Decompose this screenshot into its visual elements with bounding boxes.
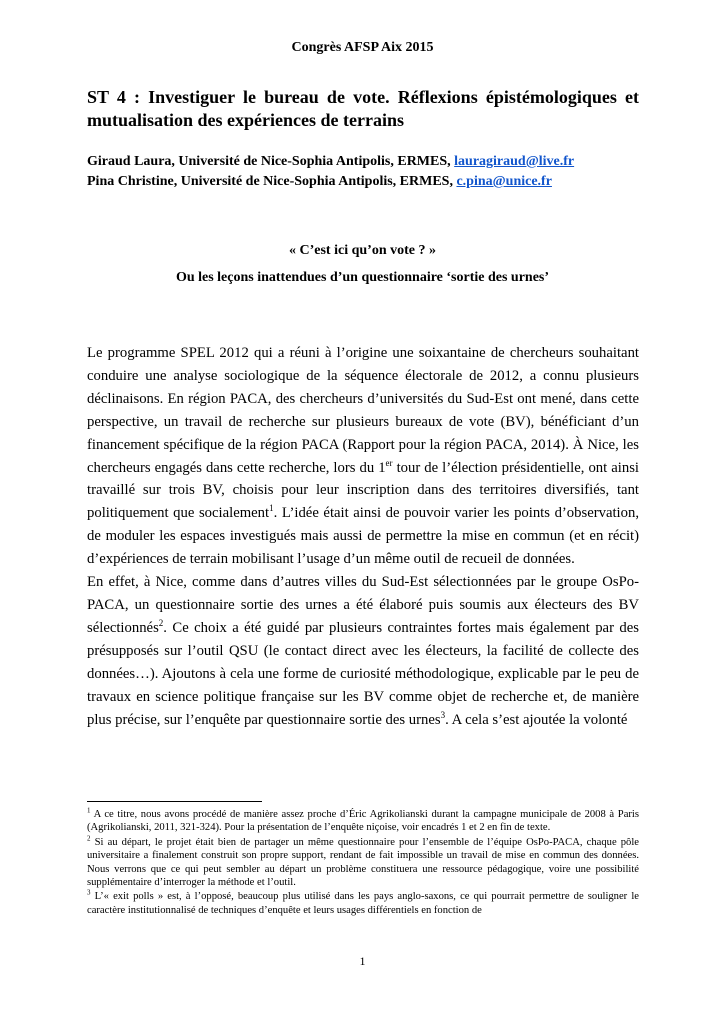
- text-run: . A cela s’est ajoutée la volonté: [445, 711, 628, 728]
- text-run: . Ce choix a été guidé par plusieurs contraintes fortes mais également par des présupposés sur l’outil QSU (le contact direct avec les électeurs, la facilité de collecte des données…). Ajoutons à cela une forme de curiosité méthodologique, explicable par le peu de travaux en science politique française sur les BV comme objet de recherche et, de manière plus précise, sur l’enquête par questionnaire sortie des urnes: [87, 619, 639, 728]
- paragraph: [87, 571, 639, 731]
- page-number: 1: [359, 954, 366, 968]
- footnote: [87, 890, 639, 917]
- author-line: [87, 152, 647, 172]
- footnote-text: Si au départ, le projet était bien de partager un même questionnaire pour l’ensemble de l’équipe OsPo-PACA, chaque pôle universitaire a finalement construit son propre support, rendant de fait impossible un travail de mise en commun des données. Nous verrons que ce qui peut sembler au départ un problème constituera une ressource pédagogique, voire une possibilité supplémentaire d’interroger la méthode et l’outil.: [87, 836, 639, 889]
- footnote-number: 1: [87, 806, 91, 815]
- session-title: ST 4 : Investiguer le bureau de vote. Réflexions épistémologiques et mutualisation des expériences de terrains: [87, 87, 639, 130]
- body-text: [87, 342, 639, 731]
- author-line: [87, 172, 647, 192]
- text-run: . L’idée était ainsi de pouvoir varier les points d’observation, de moduler les espaces investigués mais aussi de permettre la mise en commun (et en récit) d’expériences de terrain mobilisant l’usage d’un même outil de recueil de données.: [87, 505, 639, 568]
- footnote-ref[interactable]: 3: [440, 709, 446, 720]
- superscript: er: [385, 457, 393, 468]
- footnote-ref[interactable]: 1: [269, 503, 274, 514]
- author-list: [87, 152, 647, 192]
- footnote-number: 3: [87, 888, 91, 897]
- author-affiliation: Pina Christine, Université de Nice-Sophia Antipolis, ERMES,: [87, 174, 457, 189]
- paper-title: « C’est ici qu’on vote ? »: [289, 243, 436, 258]
- author-email-link[interactable]: c.pina@unice.fr: [456, 174, 552, 189]
- paper-subtitle: Ou les leçons inattendues d’un questionnaire ‘sortie des urnes’: [175, 270, 550, 285]
- footnote-ref[interactable]: 2: [158, 617, 164, 628]
- conference-header: Congrès AFSP Aix 2015: [291, 40, 434, 55]
- author-email-link[interactable]: lauragiraud@live.fr: [454, 154, 575, 169]
- footnote-divider: [87, 801, 262, 802]
- footnote: [87, 836, 639, 890]
- paragraph: [87, 342, 639, 571]
- text-run: tour de l’élection présidentielle, ont ainsi travaillé sur trois BV, choisis pour leur inscription dans des territoires diversifiés, tant politiquement que socialement: [87, 459, 639, 522]
- footnote-text: L’« exit polls » est, à l’opposé, beaucoup plus utilisé dans les pays anglo-saxons, ce qui pourrait permettre de souligner le caractère institutionnalisé de techniques d’enquête et leurs usages différentiels en fonction de: [87, 891, 639, 916]
- footnote-number: 2: [87, 834, 91, 843]
- footnotes: [87, 808, 639, 918]
- author-affiliation: Giraud Laura, Université de Nice-Sophia Antipolis, ERMES,: [87, 154, 455, 169]
- footnote: [87, 808, 639, 835]
- text-run: Le programme SPEL 2012 qui a réuni à l’origine une soixantaine de chercheurs souhaitant conduire une analyse sociologique de la séquence électorale de 2012, a connu plusieurs déclinaisons. En région PACA, des chercheurs d’universités du Sud-Est ont mené, dans cette perspective, un travail de recherche sur plusieurs bureaux de vote (BV), bénéficiant d’un financement spécifique de la région PACA (Rapport pour la région PACA, 2014). À Nice, les chercheurs engagés dans cette recherche, lors du 1: [87, 345, 639, 476]
- footnote-text: A ce titre, nous avons procédé de manière assez proche d’Éric Agrikolianski durant la campagne municipale de 2008 à Paris (Agrikolianski, 2011, 321-324). Pour la présentation de l’enquête niçoise, voir encadrés 1 et 2 en fin de texte.: [87, 809, 639, 834]
- text-run: En effet, à Nice, comme dans d’autres villes du Sud-Est sélectionnées par le groupe OsPo-PACA, un questionnaire sortie des urnes a été élaboré puis soumis aux électeurs des BV sélectionnés: [87, 574, 639, 636]
